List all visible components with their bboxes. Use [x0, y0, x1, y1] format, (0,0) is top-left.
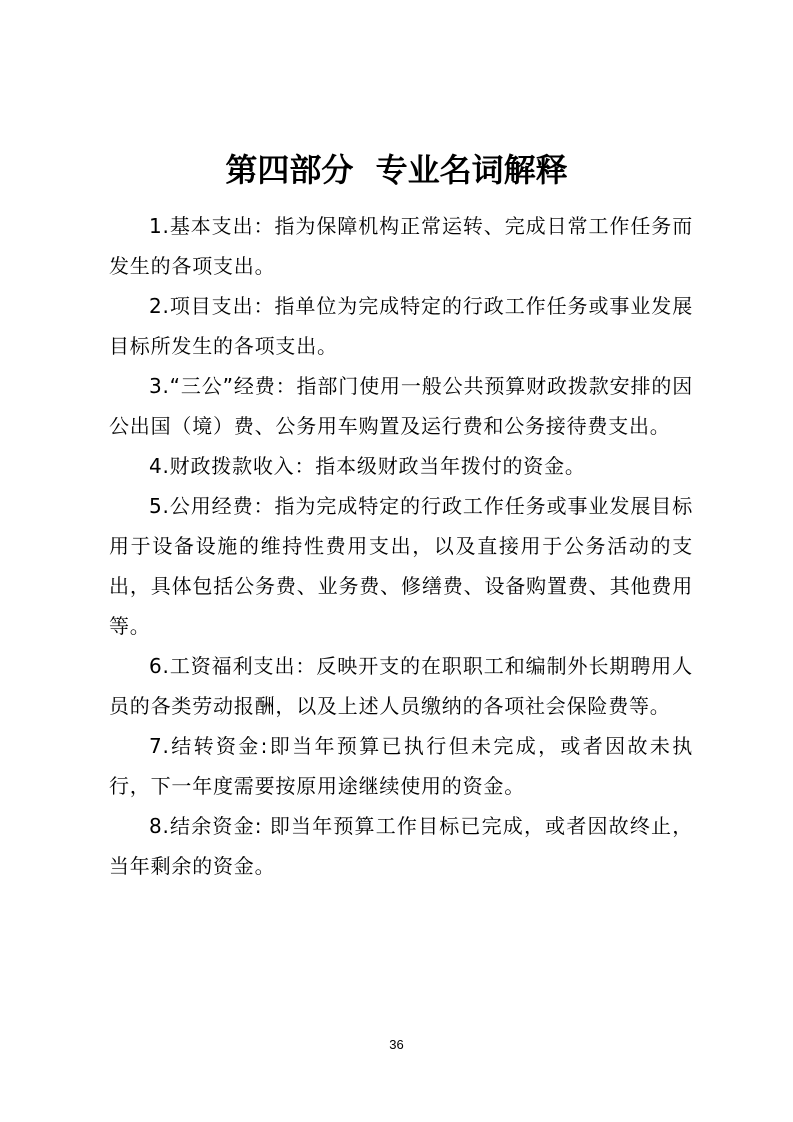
glossary-term: 4.财政拨款收入：: [149, 454, 316, 478]
glossary-item: [109, 366, 693, 446]
glossary-term: 8.结余资金:: [149, 814, 263, 838]
glossary-definition: 指为完成特定的行政工作任务或事业发展目标用于设备设施的维持性费用支出，以及直接用于公务活动的支出，具体包括公务费、业务费、修缮费、设备购置费、其他费用等。: [109, 494, 694, 638]
glossary-item: [109, 486, 693, 646]
glossary-term: 5.公用经费：: [149, 494, 275, 518]
glossary-item: [109, 806, 693, 886]
page-number: 36: [389, 1037, 404, 1052]
glossary-definition: 指本级财政当年拨付的资金。: [315, 454, 586, 478]
page-title: 第四部分 专业名词解释: [225, 151, 568, 189]
glossary-definition: 指为保障机构正常运转、完成日常工作任务而发生的各项支出。: [109, 214, 694, 278]
glossary-definition: 即当年预算工作目标已完成，或者因故终止，当年剩余的资金。: [109, 814, 693, 878]
glossary-item: [109, 206, 693, 286]
glossary-item: [109, 446, 693, 486]
glossary-definition: 指部门使用一般公共预算财政拨款安排的因公出国（境）费、公务用车购置及运行费和公务接待费支出。: [109, 374, 693, 438]
glossary-term: 2.项目支出：: [149, 294, 275, 318]
glossary-item: [109, 726, 693, 806]
glossary-item: [109, 286, 693, 366]
glossary-item: [109, 646, 693, 726]
glossary-term: 3.“三公”经费：: [149, 374, 297, 398]
glossary-body: [109, 206, 693, 886]
glossary-term: 6.工资福利支出：: [149, 654, 317, 678]
glossary-definition: 指单位为完成特定的行政工作任务或事业发展目标所发生的各项支出。: [109, 294, 694, 358]
glossary-definition: 反映开支的在职职工和编制外长期聘用人员的各类劳动报酬，以及上述人员缴纳的各项社会保险费等。: [109, 654, 693, 718]
glossary-term: 1.基本支出：: [149, 214, 275, 238]
glossary-term: 7.结转资金:: [149, 734, 269, 758]
glossary-definition: 即当年预算已执行但未完成，或者因故未执行，下一年度需要按原用途继续使用的资金。: [109, 734, 694, 798]
